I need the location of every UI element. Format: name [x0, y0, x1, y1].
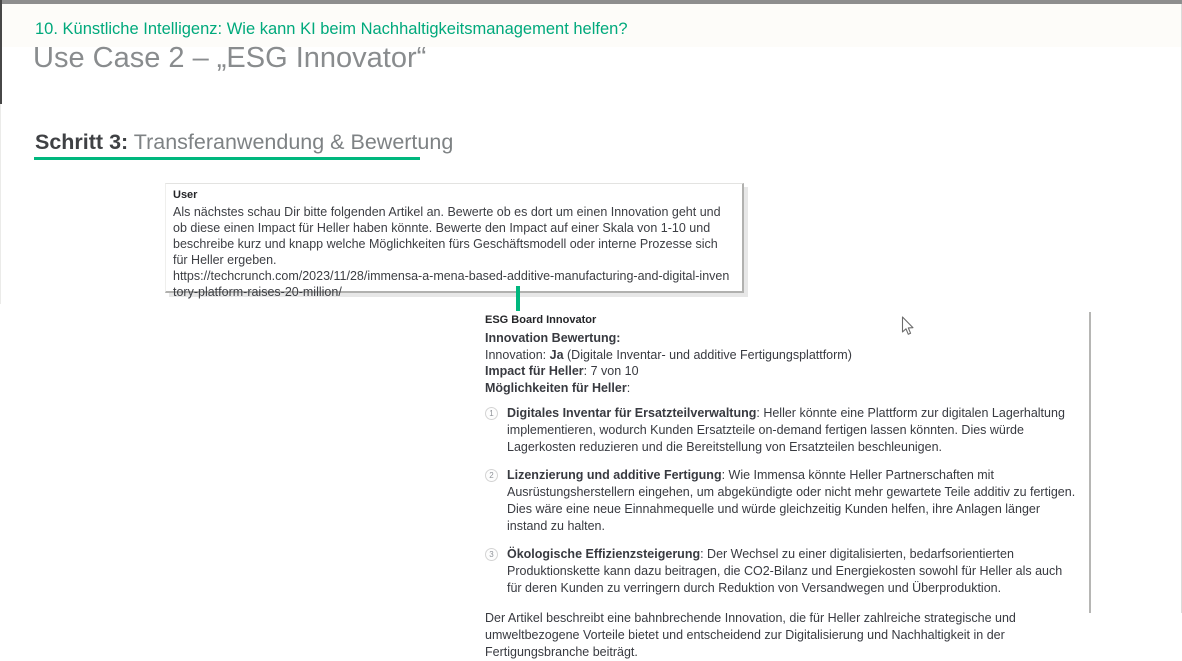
list-item-text: : Der Wechsel zu einer digitalisierten, bedarfsorientierten Produktionskette kann dazu beitragen, die CO2-Bilanz und Energiekosten sowohl für Heller als auch für deren Kunden zu verringern durch Reduktion von Versandwegen und Überproduktion.	[507, 547, 1063, 595]
assistant-role-label: ESG Board Innovator	[485, 314, 597, 326]
window-top-bar	[0, 0, 1182, 4]
user-role-label: User	[173, 189, 198, 201]
list-item-title: Digitales Inventar für Ersatzteilverwaltung	[507, 406, 757, 420]
list-item	[485, 405, 1077, 456]
window-left-edge	[0, 0, 2, 104]
list-item	[485, 546, 1077, 597]
mouse-cursor-icon	[898, 315, 914, 337]
impact-value: : 7 von 10	[583, 364, 639, 378]
innovation-value: Ja	[549, 347, 564, 362]
list-item-text: : Heller könnte eine Plattform zur digitalen Lagerhaltung implementieren, wodurch Kunden Ersatzteile on-demand fertigen lassen könnten. Dies würde Lagerkosten reduzieren und die Bereitstellung von Ersatzteilen beschleunigen.	[507, 406, 1065, 454]
step-heading-title: Transferanwendung & Bewertung	[128, 130, 454, 154]
possibilities-line	[485, 380, 1077, 397]
assistant-message	[485, 313, 1077, 661]
possibilities-colon: :	[626, 380, 631, 395]
innovation-line	[485, 347, 1077, 364]
innovation-label: Innovation:	[485, 347, 550, 362]
chat-connector-line	[516, 286, 520, 311]
slide-title: Use Case 2 – „ESG Innovator“	[33, 42, 427, 74]
list-number-badge: 2	[485, 469, 498, 482]
user-message-box	[165, 183, 744, 299]
step-heading-underline	[34, 157, 420, 160]
user-message-text: Als nächstes schau Dir bitte folgenden Artikel an. Bewerte ob es dort um einen Innovation geht und ob diese einen Impact für Heller haben könnte. Bewerte den Impact auf einer Skala von 1-10 und beschreibe kurz und knapp welche Möglichkeiten fürs Geschäftsmodell oder interne Prozesse sich für Heller ergeben.	[173, 205, 721, 267]
possibilities-list	[485, 405, 1077, 597]
vertical-divider	[1089, 312, 1091, 613]
slide-kicker: 10. Künstliche Intelligenz: Wie kann KI beim Nachhaltigkeitsmanagement helfen?	[35, 20, 628, 38]
assistant-closing-paragraph: Der Artikel beschreibt eine bahnbrechende Innovation, die für Heller zahlreiche strategische und umweltbezogene Vorteile bietet und entscheidend zur Digitalisierung und Nachhaltigkeit in der Fertigungsbranche beiträgt.	[485, 611, 1016, 659]
list-item-title: Ökologische Effizienzsteigerung	[507, 547, 701, 561]
window-left-edge-faint	[0, 104, 1, 304]
impact-line	[485, 363, 1077, 380]
assistant-heading: Innovation Bewertung:	[485, 331, 621, 345]
user-message-url: https://techcrunch.com/2023/11/28/immensa-a-mena-based-additive-manufacturing-and-digital-inventory-platform-raises-20-million/	[173, 269, 730, 299]
list-item-title: Lizenzierung und additive Fertigung	[507, 468, 722, 482]
list-number-badge: 1	[485, 407, 498, 420]
list-item	[485, 467, 1077, 535]
step-heading-label: Schritt 3:	[35, 130, 129, 154]
list-item-text: : Wie Immensa könnte Heller Partnerschaften mit Ausrüstungsherstellern eingehen, um abgekündigte oder nicht mehr gewartete Teile additiv zu fertigen. Dies wäre eine neue Einnahmequelle und würde gleichzeitig Kunden helfen, ihre Anlagen länger instand zu halten.	[507, 468, 1076, 533]
step-heading	[35, 130, 453, 155]
possibilities-label: Möglichkeiten für Heller	[485, 380, 627, 395]
list-number-badge: 3	[485, 548, 498, 561]
impact-label: Impact für Heller	[485, 364, 584, 378]
innovation-detail: (Digitale Inventar- und additive Fertigungsplattform)	[563, 347, 852, 362]
